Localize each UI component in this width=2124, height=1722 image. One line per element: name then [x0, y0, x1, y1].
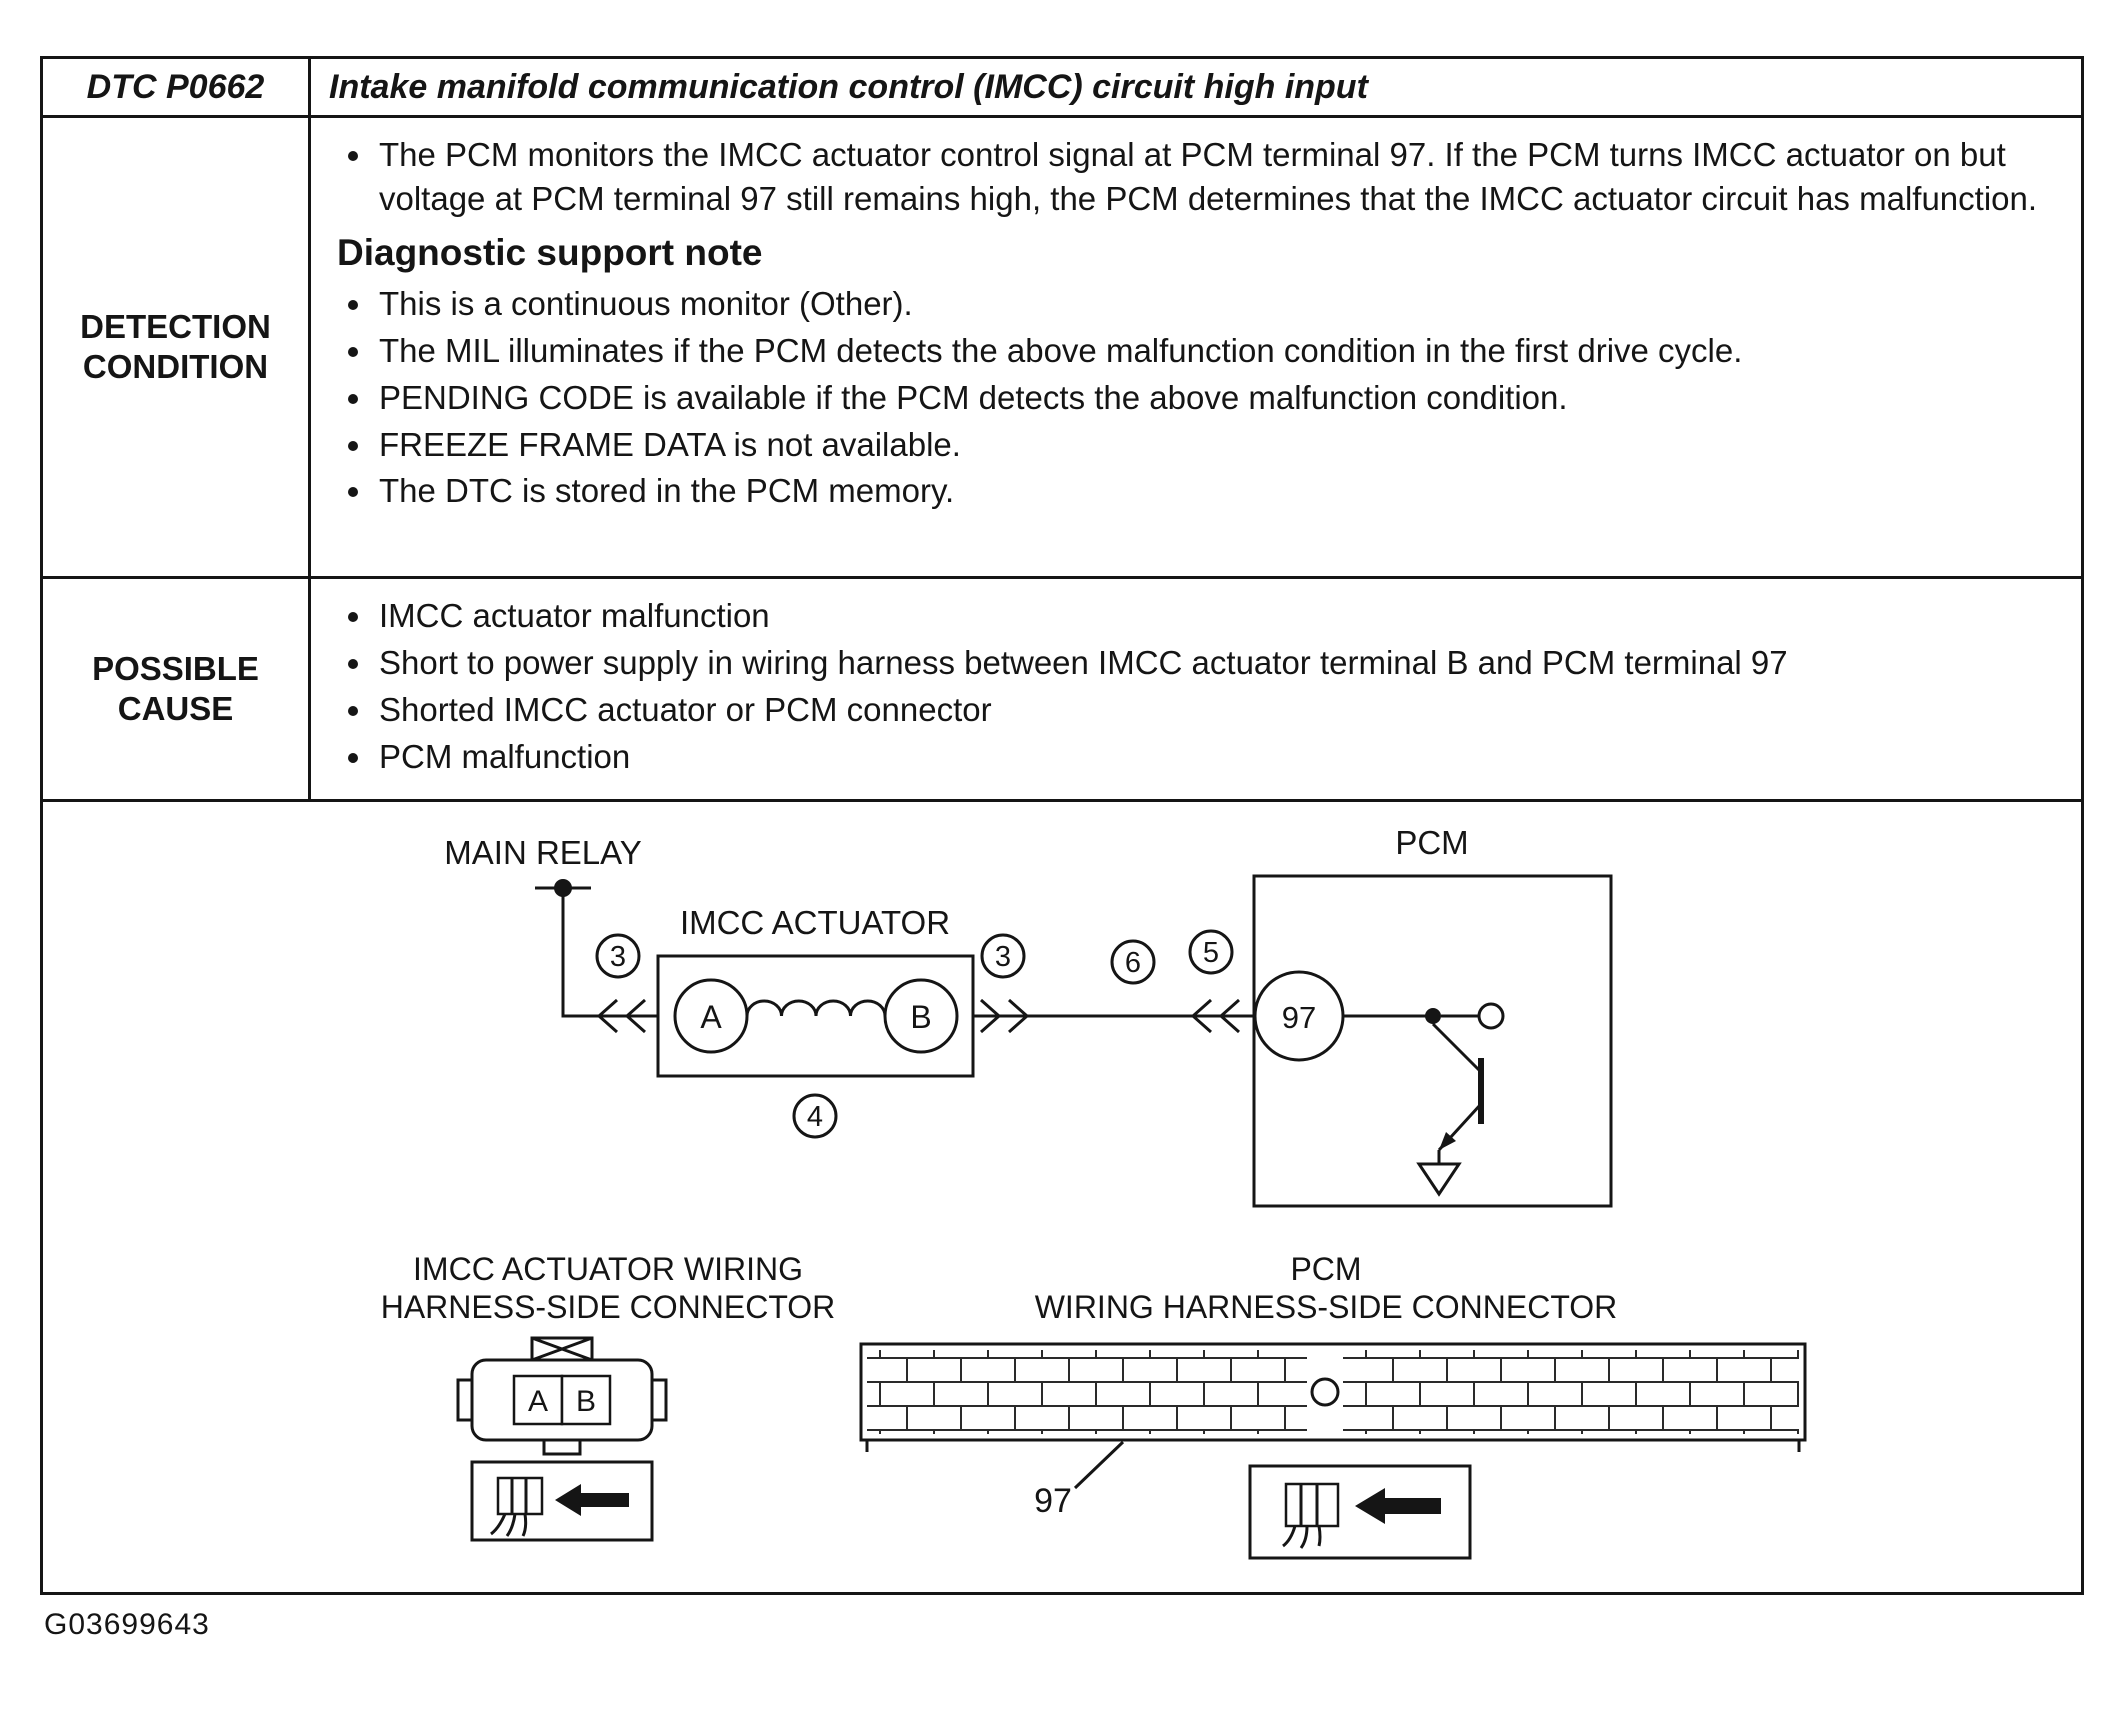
- pcm-terminal-97-text: 97: [1281, 1000, 1317, 1035]
- imcc-connector-insert-icon: [472, 1462, 652, 1540]
- pcm-label: PCM: [1395, 824, 1469, 861]
- bullet-item: • This is a continuous monitor (Other).: [375, 282, 2055, 326]
- pcm-harness-connector-icon: [861, 1344, 1805, 1452]
- detection-condition-row: [43, 115, 2081, 576]
- imcc-connector-caption-line2: HARNESS-SIDE CONNECTOR: [380, 1289, 836, 1325]
- transistor-icon: [1433, 1024, 1481, 1150]
- wiring-diagram: [43, 806, 2081, 1590]
- dtc-code-cell: [43, 59, 311, 115]
- detection-intro-list: [321, 133, 2055, 221]
- imcc-connector-pin-a: A: [527, 1385, 549, 1418]
- terminal-b-text: B: [910, 999, 932, 1035]
- bullet-item: • The PCM monitors the IMCC actuator control signal at PCM terminal 97. If the PCM turns IMCC actuator on but voltage at PCM terminal 97 still remains high, the PCM determines that the IMCC actuator circuit has malfunction.: [375, 133, 2055, 221]
- possible-cause-label: POSSIBLE CAUSE: [43, 579, 311, 799]
- ground-icon: [1419, 1150, 1459, 1194]
- possible-cause-list: [321, 594, 2055, 779]
- pcm-terminal-97: [1255, 972, 1343, 1060]
- callout-3-left-text: 3: [609, 941, 627, 973]
- callout-5-text: 5: [1202, 937, 1220, 969]
- pcm-connector-insert-icon: [1250, 1466, 1470, 1558]
- imcc-harness-connector-icon: [458, 1338, 666, 1454]
- bullet-item: • The DTC is stored in the PCM memory.: [375, 469, 2055, 513]
- callout-6: [1112, 941, 1154, 983]
- callout-3-left: [597, 935, 639, 977]
- pcm-driver-circuit: [1343, 1004, 1503, 1194]
- wiring-diagram-row: [43, 799, 2081, 1592]
- callout-3-right-text: 3: [994, 941, 1012, 973]
- callout-5: [1190, 931, 1232, 973]
- pin-97-leader-line: [1075, 1442, 1123, 1488]
- callout-3-right: [982, 935, 1024, 977]
- callout-4-text: 4: [806, 1101, 824, 1133]
- dtc-title-cell: [311, 59, 2081, 115]
- dtc-code: DTC P0662: [86, 67, 265, 106]
- pcm-connector-caption-line2: WIRING HARNESS-SIDE CONNECTOR: [1034, 1289, 1618, 1325]
- bullet-item: • The MIL illuminates if the PCM detects the above malfunction condition in the first drive cycle.: [375, 329, 2055, 373]
- bullet-item: • IMCC actuator malfunction: [375, 594, 2055, 638]
- terminal-a-text: A: [700, 999, 722, 1035]
- detection-condition-label: DETECTION CONDITION: [43, 118, 311, 576]
- monitor-terminal-circle: [1479, 1004, 1503, 1028]
- imcc-connector-caption-line1: IMCC ACTUATOR WIRING: [413, 1251, 803, 1287]
- bullet-item: • Shorted IMCC actuator or PCM connector: [375, 688, 2055, 732]
- terminal-a: [675, 980, 747, 1052]
- dtc-header-row: [43, 59, 2081, 115]
- pcm-connector-caption-line1: PCM: [1290, 1251, 1362, 1287]
- possible-cause-row: [43, 576, 2081, 799]
- detection-bullet-list: [321, 282, 2055, 513]
- main-relay-label: MAIN RELAY: [444, 834, 642, 871]
- possible-cause-body: [311, 579, 2081, 799]
- pcm-connector-pin-label: 97: [1034, 1482, 1072, 1520]
- dtc-table: [40, 56, 2084, 1595]
- bullet-item: • FREEZE FRAME DATA is not available.: [375, 423, 2055, 467]
- dtc-title: Intake manifold communication control (IMCC) circuit high input: [329, 67, 1368, 106]
- bullet-item: • PENDING CODE is available if the PCM detects the above malfunction condition.: [375, 376, 2055, 420]
- bullet-item: • PCM malfunction: [375, 735, 2055, 779]
- connector-bolt-hole: [1312, 1379, 1338, 1405]
- terminal-b: [885, 980, 957, 1052]
- main-relay-tap: [535, 879, 658, 1016]
- diagnostic-support-note-heading: Diagnostic support note: [337, 231, 763, 273]
- imcc-connector-pin-b: B: [575, 1385, 597, 1418]
- detection-condition-body: [311, 118, 2081, 576]
- callout-6-text: 6: [1124, 947, 1142, 979]
- callout-4: [794, 1095, 836, 1137]
- junction-dot: [1425, 1008, 1441, 1024]
- pcm-pin-97-callout: [1034, 1442, 1123, 1520]
- bullet-item: • Short to power supply in wiring harness between IMCC actuator terminal B and PCM terminal 97: [375, 641, 2055, 685]
- figure-code: G03699643: [44, 1608, 210, 1641]
- coil-icon: [747, 1001, 885, 1016]
- imcc-actuator-label: IMCC ACTUATOR: [679, 904, 951, 941]
